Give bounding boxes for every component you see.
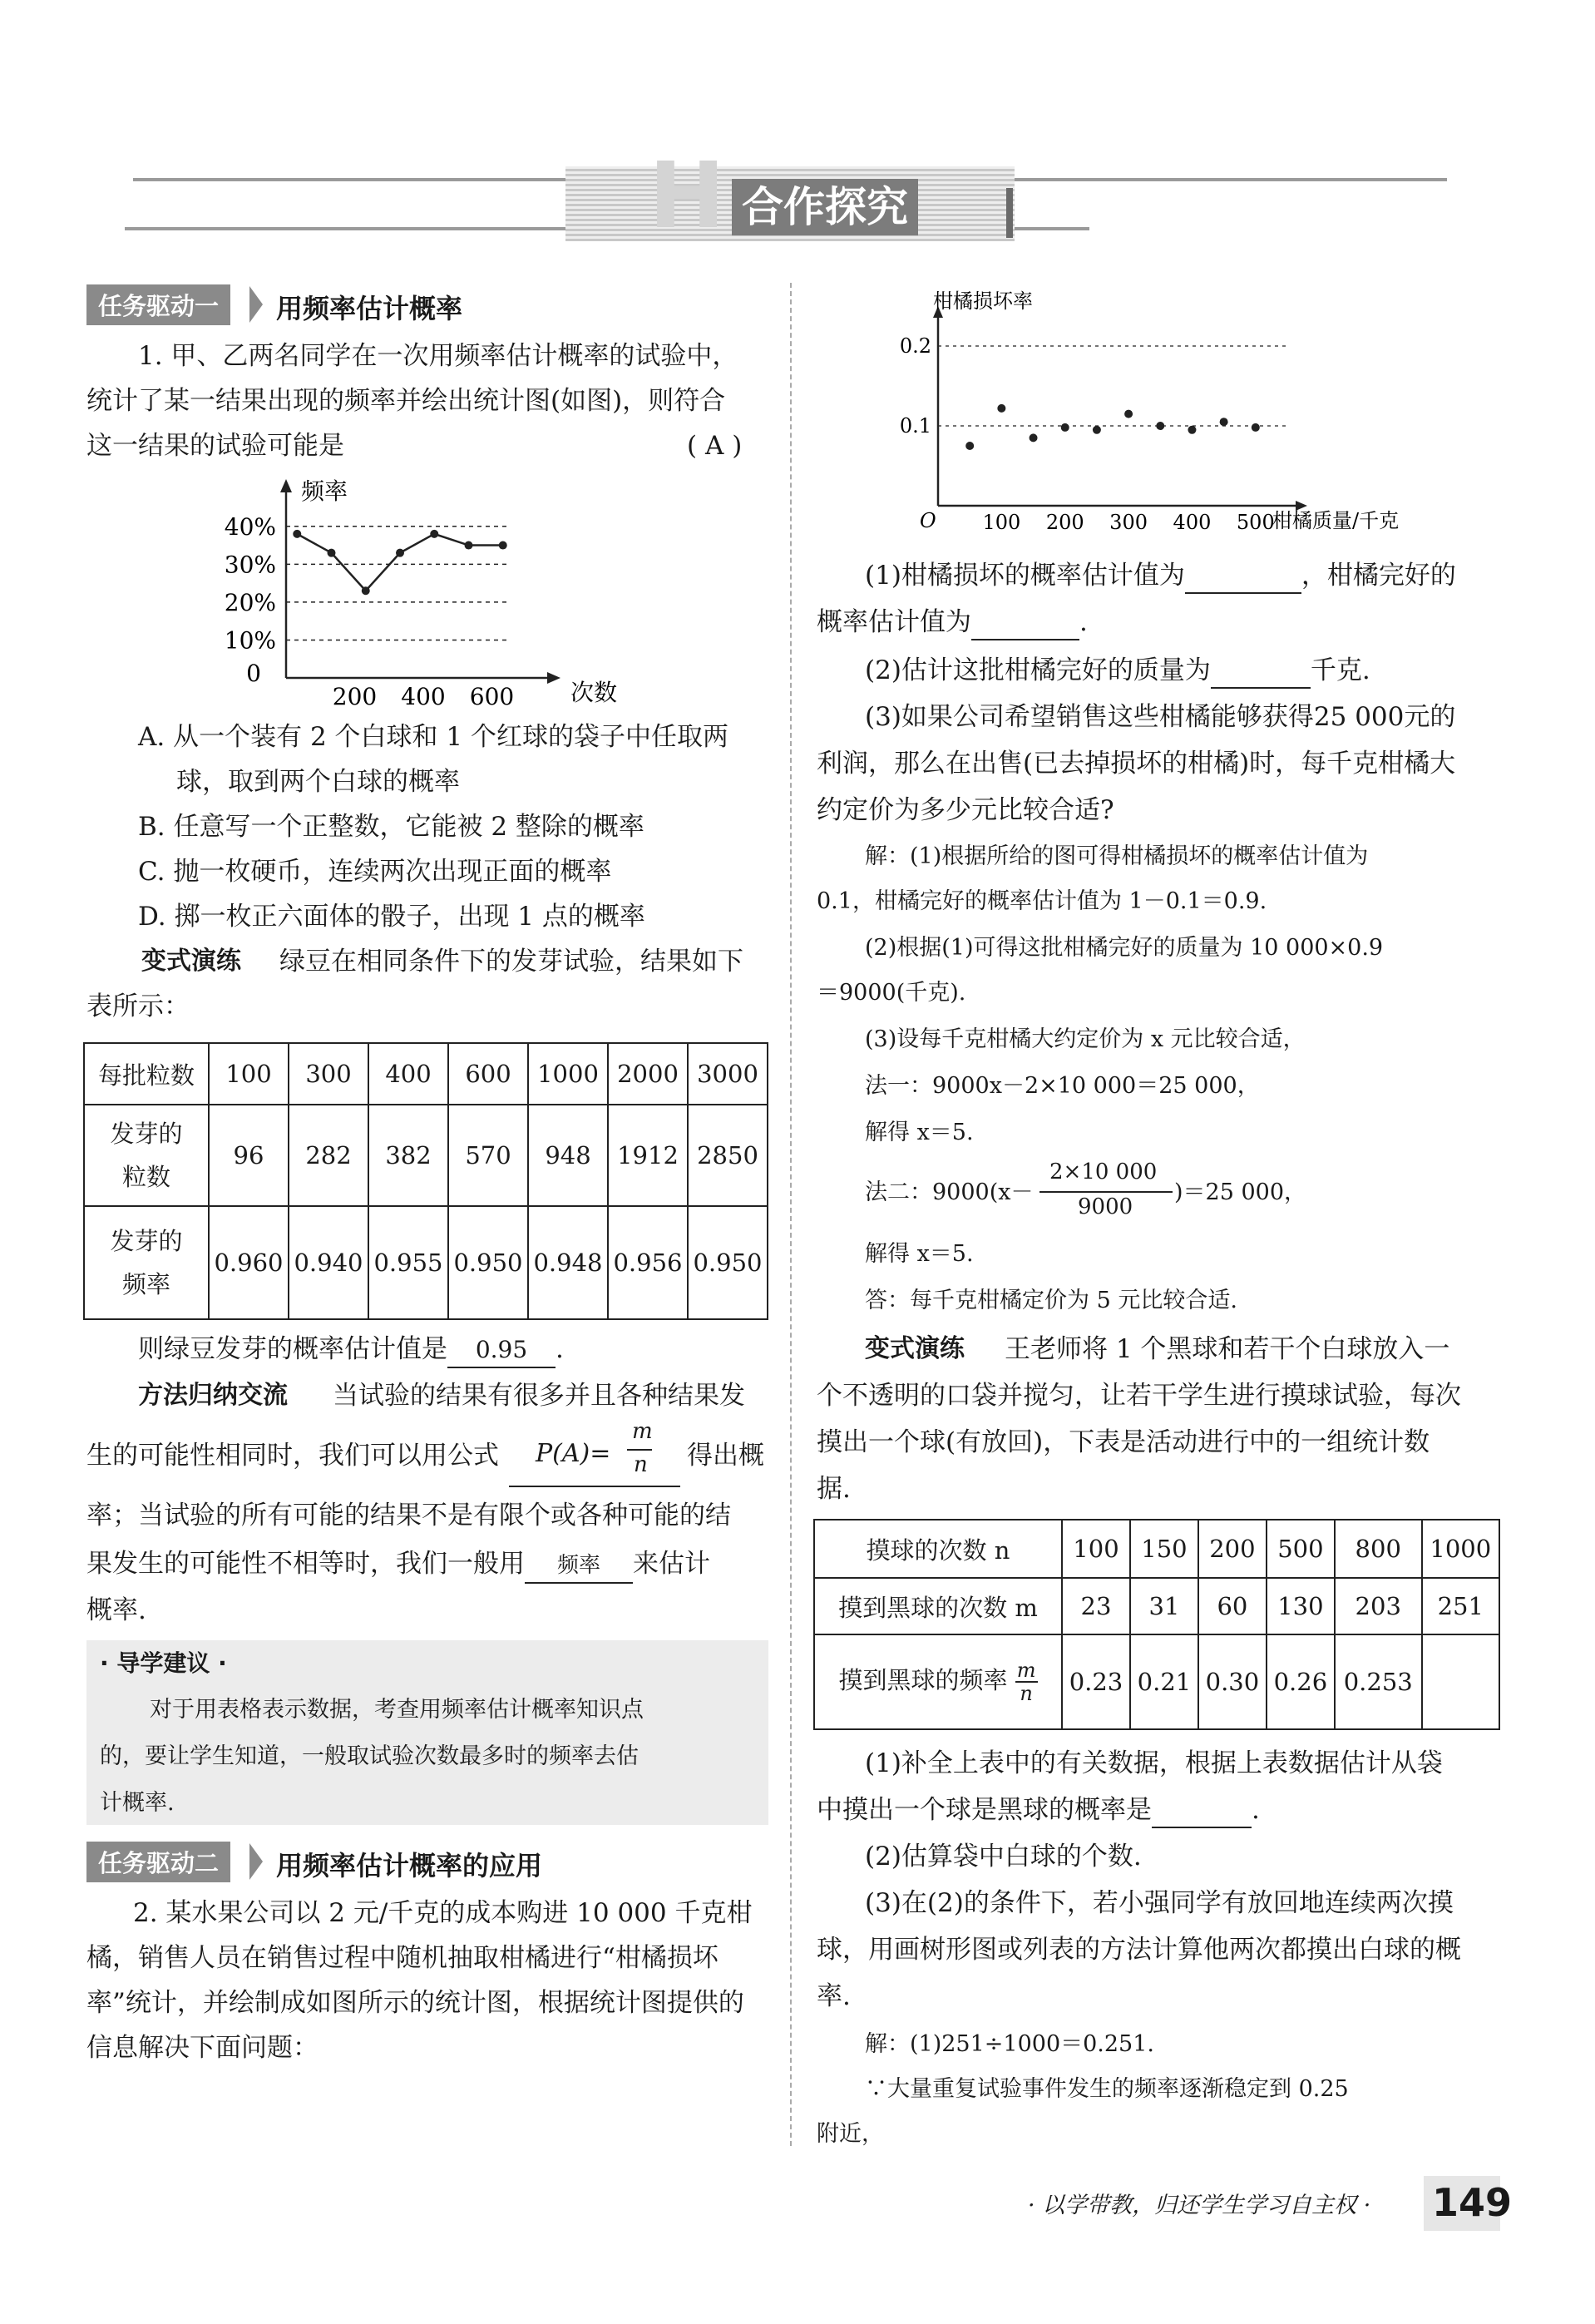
rq1-blank-2 bbox=[971, 606, 1079, 640]
table-cell: 60 bbox=[1198, 1578, 1267, 1634]
chart1-ytick-label: 40% bbox=[224, 512, 276, 541]
row-label: 发芽的粒数 bbox=[110, 1120, 183, 1191]
task2-title: 用频率估计概率的应用 bbox=[276, 1850, 543, 1881]
right-variant-line-4: 据. bbox=[817, 1474, 851, 1504]
sol-method2-prefix: 法二：9000(x－ bbox=[865, 1179, 1034, 1205]
estimate-prefix: 则绿豆发芽的概率估计值是 bbox=[138, 1334, 447, 1364]
option-a-line-2: 球，取到两个白球的概率 bbox=[176, 767, 460, 797]
table-cell: 282 bbox=[289, 1105, 368, 1206]
table-row bbox=[84, 1105, 768, 1206]
option-c: C. 抛一枚硬币，连续两次出现正面的概率 bbox=[138, 857, 612, 887]
sol-method2-suffix: )＝25 000， bbox=[1174, 1179, 1307, 1205]
header-letter: H bbox=[649, 142, 726, 249]
method-label: 方法归纳交流 bbox=[138, 1381, 288, 1410]
table-cell: 1000 bbox=[1422, 1520, 1499, 1578]
table-cell: 100 bbox=[209, 1043, 289, 1105]
table-cell: 600 bbox=[448, 1043, 528, 1105]
method-formula: P(A)= bbox=[536, 1439, 611, 1468]
chart2-data-point bbox=[997, 404, 1005, 413]
option-a-line-1: A. 从一个装有 2 个白球和 1 个红球的袋子中任取两 bbox=[138, 722, 728, 752]
sol-line-3: (2)根据(1)可得这批柑橘完好的质量为 10 000×0.9 bbox=[865, 935, 1384, 961]
sol-end-2: 答：每千克柑橘定价为 5 元比较合适. bbox=[865, 1288, 1237, 1313]
chart2-data-point bbox=[965, 442, 974, 450]
sol2-line-1: 解：(1)251÷1000＝0.251. bbox=[865, 2031, 1154, 2057]
table-cell: 948 bbox=[528, 1105, 608, 1206]
chart2-ytick-label: 0.1 bbox=[899, 414, 931, 438]
table-cell: 251 bbox=[1422, 1578, 1499, 1634]
task1-variant-text: 绿豆在相同条件下的发芽试验，结果如下 bbox=[279, 947, 743, 977]
table-cell: 1000 bbox=[528, 1043, 608, 1105]
table-cell: 0.960 bbox=[209, 1206, 289, 1319]
table-cell bbox=[84, 1105, 209, 1206]
sol-method2-num: 2×10 000 bbox=[1049, 1160, 1158, 1184]
table-cell: 3000 bbox=[688, 1043, 768, 1105]
rq-after-1: (1)补全上表中的有关数据，根据上表数据估计从袋 bbox=[865, 1748, 1443, 1778]
sol2-line-3: 附近， bbox=[817, 2121, 884, 2147]
rq-after-2-text: 中摸出一个球是黑球的概率是 bbox=[817, 1795, 1152, 1825]
task1-variant-label: 变式演练 bbox=[141, 947, 241, 976]
rq2-line bbox=[865, 654, 1370, 689]
table-cell: 1912 bbox=[608, 1105, 688, 1206]
table-cell: 0.23 bbox=[1062, 1634, 1130, 1729]
rq1-blank bbox=[1185, 559, 1301, 594]
table-row bbox=[814, 1578, 1499, 1634]
sol-line-4: ＝9000(千克). bbox=[817, 980, 966, 1006]
task1-variant-text-2: 表所示： bbox=[86, 991, 190, 1021]
header-rule-right bbox=[1006, 188, 1013, 238]
row3-frac-num: m bbox=[1016, 1659, 1036, 1682]
task2-line-4: 信息解决下面问题： bbox=[86, 2033, 319, 2063]
rq-after-3: (2)估算袋中白球的个数. bbox=[865, 1842, 1142, 1872]
task1-badge: 任务驱动一 bbox=[86, 284, 230, 325]
rq1-text-2: ，柑橘完好的 bbox=[1301, 561, 1456, 591]
chart1-xlabel: 次数 bbox=[570, 679, 618, 706]
method-line-1: 当试验的结果有很多并且各种结果发 bbox=[333, 1381, 745, 1411]
header-title: 合作探究 bbox=[732, 179, 918, 235]
table-cell: 382 bbox=[368, 1105, 448, 1206]
table-cell bbox=[84, 1206, 209, 1319]
rq-after-5: 球，用画树形图或列表的方法计算他两次都摸出白球的概 bbox=[817, 1935, 1461, 1965]
rq1-text: (1)柑橘损坏的概率估计值为 bbox=[865, 561, 1185, 591]
table-cell: 203 bbox=[1335, 1578, 1422, 1634]
rq2-end: 千克. bbox=[1310, 655, 1370, 685]
chart1-data-point bbox=[430, 530, 438, 538]
estimate-answer: 0.95 bbox=[447, 1333, 556, 1368]
table-cell: 每批粒数 bbox=[84, 1043, 209, 1105]
chart1-ytick-label: 30% bbox=[224, 551, 276, 579]
method-line-2-suffix: 得出概 bbox=[687, 1441, 764, 1471]
chart2-data-point bbox=[1252, 423, 1260, 432]
guide-line-3: 计概率. bbox=[100, 1790, 175, 1816]
table-cell bbox=[1422, 1634, 1499, 1729]
ball-draw-table bbox=[813, 1519, 1500, 1730]
table-cell: 0.253 bbox=[1335, 1634, 1422, 1729]
rq2-text: (2)估计这批柑橘完好的质量为 bbox=[865, 655, 1211, 685]
row3-label: 摸到黑球的频率 bbox=[838, 1666, 1008, 1694]
chart1-xtick-label: 400 bbox=[401, 683, 446, 710]
guide-line-2: 的，要让学生知道，一般取试验次数最多时的频率去估 bbox=[100, 1743, 639, 1769]
chart1-data-point bbox=[396, 549, 404, 557]
table-cell: 23 bbox=[1062, 1578, 1130, 1634]
chart1-xtick-label: 200 bbox=[332, 683, 378, 710]
guide-line-1: 对于用表格表示数据，考查用频率估计概率知识点 bbox=[150, 1697, 644, 1723]
rq-after-4: (3)在(2)的条件下，若小强同学有放回地连续两次摸 bbox=[865, 1888, 1454, 1918]
method-line-3: 率；当试验的所有可能的结果不是有限个或各种可能的结 bbox=[86, 1501, 731, 1530]
sol-line-7: 解得 x＝5. bbox=[865, 1120, 974, 1145]
option-d: D. 掷一枚正六面体的骰子，出现 1 点的概率 bbox=[138, 902, 645, 932]
chart2-data-point bbox=[1030, 433, 1038, 442]
method-frac-bar bbox=[627, 1449, 652, 1451]
mung-bean-table bbox=[83, 1042, 768, 1320]
rq1-line-2-text: 概率估计值为 bbox=[817, 607, 971, 637]
table-cell: 200 bbox=[1198, 1520, 1267, 1578]
sol-end-1: 解得 x＝5. bbox=[865, 1241, 974, 1267]
sol-line-5: (3)设每千克柑橘大约定价为 x 元比较合适， bbox=[865, 1026, 1306, 1052]
chart1-ytick-label: 0 bbox=[246, 660, 261, 687]
task1-badge-tail bbox=[249, 286, 263, 323]
rq-after-6: 率. bbox=[817, 1981, 851, 2011]
chart2-ytick-label: 0.2 bbox=[899, 334, 931, 358]
chart2-xtick-label: 300 bbox=[1109, 511, 1148, 534]
table-cell bbox=[814, 1634, 1062, 1729]
table-cell: 800 bbox=[1335, 1520, 1422, 1578]
rq1-line-2-end: . bbox=[1079, 607, 1088, 637]
row-label: 发芽的频率 bbox=[110, 1227, 183, 1298]
chart2-data-point bbox=[1124, 410, 1133, 418]
chart2-xtick-label: 400 bbox=[1173, 511, 1212, 534]
table-row bbox=[814, 1634, 1499, 1729]
rq-after-2-end: . bbox=[1252, 1795, 1260, 1825]
estimate-suffix: . bbox=[556, 1334, 564, 1364]
footer-motto: · 以学带教，归还学生学习自主权 · bbox=[1028, 2193, 1371, 2218]
rq3-line-3: 约定价为多少元比较合适? bbox=[817, 795, 1114, 825]
method-frac-den: n bbox=[634, 1452, 648, 1477]
method-formula-blank bbox=[509, 1417, 680, 1487]
chart2-data-point bbox=[1061, 423, 1069, 432]
task2-badge-tail bbox=[249, 1843, 263, 1880]
frequency-line-chart bbox=[200, 474, 632, 715]
table-cell: 摸球的次数 n bbox=[814, 1520, 1062, 1578]
chart2-xtick-label: 100 bbox=[982, 511, 1021, 534]
table-cell: 0.950 bbox=[688, 1206, 768, 1319]
option-b: B. 任意写一个正整数，它能被 2 整除的概率 bbox=[138, 812, 644, 842]
right-variant-label: 变式演练 bbox=[865, 1334, 965, 1363]
method-line-4-answer: 频率 bbox=[525, 1549, 633, 1584]
chart1-ytick-label: 20% bbox=[224, 588, 276, 616]
orange-damage-scatter-chart bbox=[881, 283, 1464, 549]
table-cell: 0.26 bbox=[1267, 1634, 1335, 1729]
rq3-line-2: 利润，那么在出售(已去掉损坏的柑橘)时，每千克柑橘大 bbox=[817, 749, 1456, 779]
method-line-4-suffix: 来估计 bbox=[633, 1549, 710, 1579]
chart1-data-point bbox=[362, 586, 370, 595]
q1-line-1: 1. 甲、乙两名同学在一次用频率估计概率的试验中， bbox=[138, 341, 738, 371]
table-cell: 0.950 bbox=[448, 1206, 528, 1319]
rq-after-2 bbox=[817, 1793, 1260, 1828]
table-cell: 摸到黑球的次数 m bbox=[814, 1578, 1062, 1634]
table-cell: 100 bbox=[1062, 1520, 1130, 1578]
table-cell: 96 bbox=[209, 1105, 289, 1206]
method-line-4 bbox=[86, 1547, 710, 1584]
chart1-data-point bbox=[328, 549, 336, 557]
table-cell: 2000 bbox=[608, 1043, 688, 1105]
sol-line-6: 法一：9000x－2×10 000＝25 000， bbox=[865, 1073, 1260, 1099]
sol-method2-den: 9000 bbox=[1078, 1194, 1133, 1219]
chart1-data-point bbox=[293, 530, 301, 538]
chart1-xtick-label: 600 bbox=[469, 683, 515, 710]
chart1-data-point bbox=[499, 541, 507, 550]
right-variant-line-1: 王老师将 1 个黑球和若干个白球放入一 bbox=[1005, 1334, 1450, 1364]
table-cell: 0.30 bbox=[1198, 1634, 1267, 1729]
rq2-blank bbox=[1211, 654, 1311, 689]
chart2-xtick-label: 200 bbox=[1045, 511, 1084, 534]
table-cell: 0.956 bbox=[608, 1206, 688, 1319]
right-variant-line-2: 个不透明的口袋并搅匀，让若干学生进行摸球试验，每次 bbox=[817, 1381, 1461, 1411]
row3-frac-den: n bbox=[1020, 1682, 1033, 1705]
table-row bbox=[814, 1520, 1499, 1578]
chart2-data-point bbox=[1156, 422, 1164, 430]
chart2-origin: O bbox=[920, 509, 936, 532]
table-cell: 570 bbox=[448, 1105, 528, 1206]
chart2-data-point bbox=[1220, 418, 1228, 426]
task2-line-2: 橘，销售人员在销售过程中随机抽取柑橘进行“柑橘损坏 bbox=[86, 1943, 718, 1973]
table-cell: 0.948 bbox=[528, 1206, 608, 1319]
q1-line-3: 这一结果的试验可能是 bbox=[86, 431, 344, 461]
table-cell: 500 bbox=[1267, 1520, 1335, 1578]
guide-title: · 导学建议 · bbox=[100, 1649, 227, 1677]
q1-line-2: 统计了某一结果出现的频率并绘出统计图(如图)，则符合 bbox=[86, 386, 726, 416]
task1-title: 用频率估计概率 bbox=[276, 293, 463, 324]
page-number: 149 bbox=[1432, 2180, 1513, 2225]
chart2-data-point bbox=[1188, 426, 1196, 434]
table-row bbox=[84, 1206, 768, 1319]
sol-line-1: 解：(1)根据所给的图可得柑橘损坏的概率估计值为 bbox=[865, 843, 1369, 869]
chart2-data-point bbox=[1093, 426, 1101, 434]
task2-badge: 任务驱动二 bbox=[86, 1842, 230, 1882]
table-cell: 400 bbox=[368, 1043, 448, 1105]
method-line-5: 概率. bbox=[86, 1595, 146, 1625]
table-cell: 150 bbox=[1130, 1520, 1198, 1578]
table-cell: 0.21 bbox=[1130, 1634, 1198, 1729]
estimate-line bbox=[138, 1333, 564, 1368]
table-cell: 31 bbox=[1130, 1578, 1198, 1634]
method-line-2-prefix: 生的可能性相同时，我们可以用公式 bbox=[86, 1441, 499, 1471]
chart1-ytick-label: 10% bbox=[224, 626, 276, 655]
chart1-ylabel: 频率 bbox=[301, 477, 348, 505]
method-line-4-prefix: 果发生的可能性不相等时，我们一般用 bbox=[86, 1549, 525, 1579]
rq1-line bbox=[865, 559, 1456, 594]
column-divider bbox=[790, 283, 792, 2146]
chart2-xlabel: 柑橘质量/千克 bbox=[1272, 509, 1400, 532]
task2-line-3: 率”统计，并绘制成如图所示的统计图，根据统计图提供的 bbox=[86, 1988, 744, 2018]
table-cell: 0.955 bbox=[368, 1206, 448, 1319]
q1-answer: ( A ) bbox=[687, 431, 743, 461]
chart1-series-line bbox=[297, 534, 503, 591]
right-variant-line-3: 摸出一个球(有放回)，下表是活动进行中的一组统计数 bbox=[817, 1427, 1430, 1457]
table-cell: 130 bbox=[1267, 1578, 1335, 1634]
task2-line-1: 2. 某水果公司以 2 元/千克的成本购进 10 000 千克柑 bbox=[133, 1898, 753, 1928]
rq-after-2-blank bbox=[1152, 1793, 1252, 1828]
chart1-y-arrow bbox=[280, 479, 292, 492]
sol2-line-2: ∵大量重复试验事件发生的频率逐渐稳定到 0.25 bbox=[865, 2076, 1349, 2102]
table-cell: 2850 bbox=[688, 1105, 768, 1206]
rq3-line-1: (3)如果公司希望销售这些柑橘能够获得25 000元的 bbox=[865, 702, 1456, 732]
table-cell: 0.940 bbox=[289, 1206, 368, 1319]
chart2-ylabel: 柑橘损坏率 bbox=[933, 289, 1033, 313]
table-row bbox=[84, 1043, 768, 1105]
chart2-xtick-label: 500 bbox=[1236, 511, 1275, 534]
chart1-x-arrow bbox=[547, 672, 560, 684]
sol-line-2: 0.1，柑橘完好的概率估计值为 1－0.1＝0.9. bbox=[817, 888, 1267, 914]
method-frac-num: m bbox=[632, 1419, 653, 1444]
rq1-line-2 bbox=[817, 606, 1088, 640]
chart1-data-point bbox=[465, 541, 473, 550]
sol-method2-bar bbox=[1039, 1191, 1173, 1193]
row3-frac bbox=[1015, 1659, 1038, 1704]
table-cell: 300 bbox=[289, 1043, 368, 1105]
